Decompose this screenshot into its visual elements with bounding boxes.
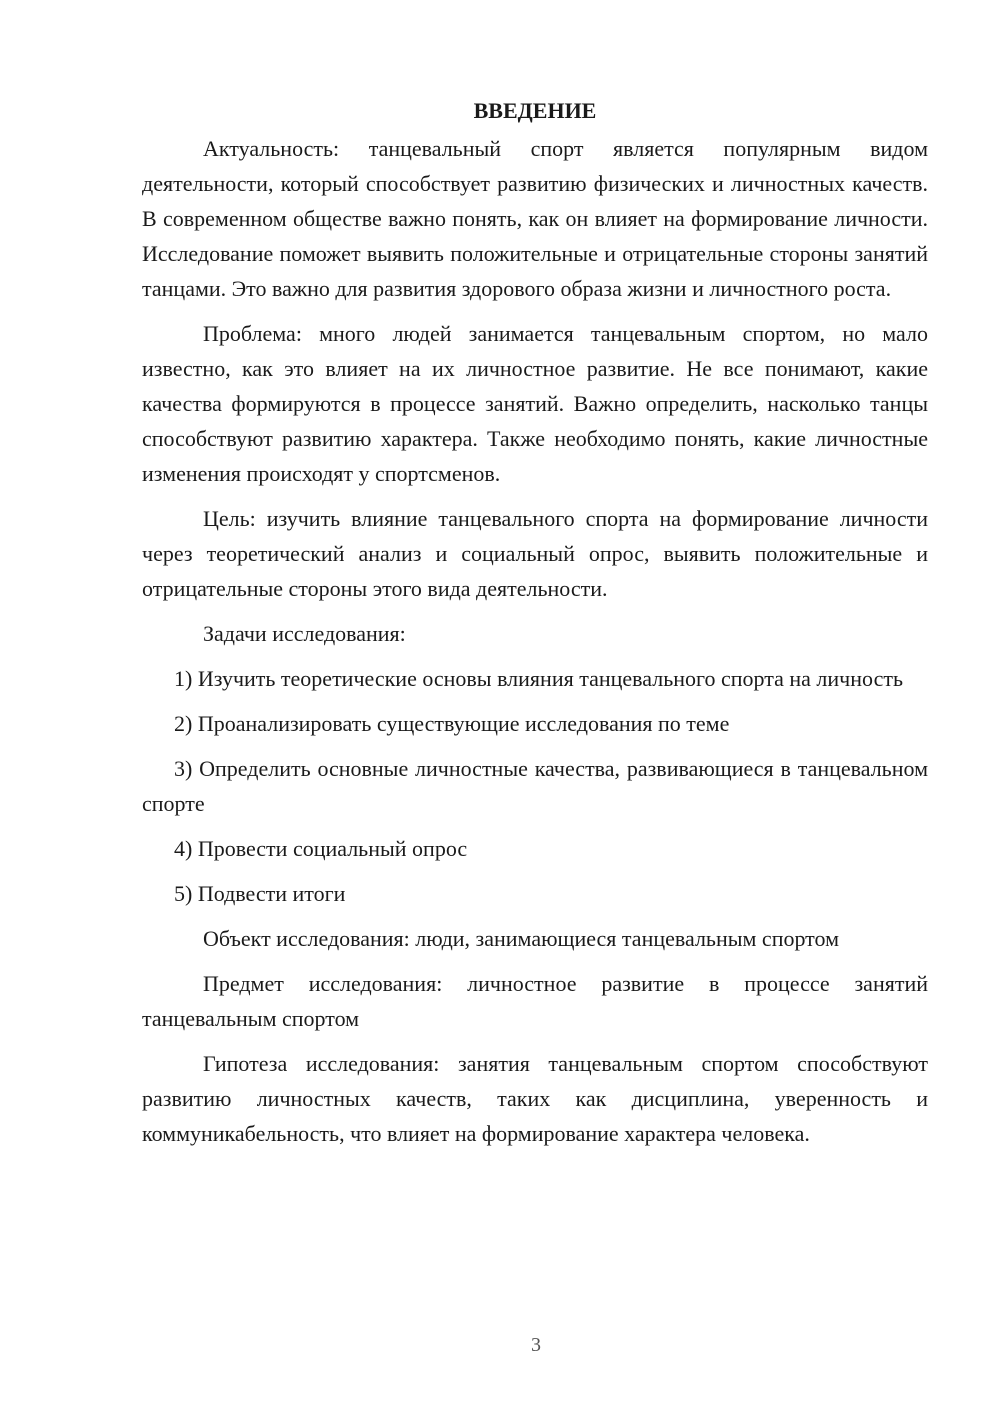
- paragraph-object: Объект исследования: люди, занимающиеся танцевальным спортом: [203, 926, 840, 951]
- paragraph-goal: Цель: изучить влияние танцевального спорта на формирование личности через теоретический анализ и социальный опрос, выявить положительные и отрицательные стороны этого вида деятельности.: [142, 506, 928, 601]
- page-number: 3: [531, 1334, 541, 1356]
- task-item-2: 2) Проанализировать существующие исследования по теме: [174, 711, 730, 736]
- task-item-4: 4) Провести социальный опрос: [174, 836, 468, 861]
- document-page: [142, 96, 928, 1151]
- task-item-1: 1) Изучить теоретические основы влияния танцевального спорта на личность: [174, 666, 903, 691]
- paragraph-hypothesis: Гипотеза исследования: занятия танцевальным спортом способствуют развитию личностных качеств, таких как дисциплина, уверенность и коммуникабельность, что влияет на формирование характера человека.: [142, 1051, 928, 1146]
- task-item-3: 3) Определить основные личностные качества, развивающиеся в танцевальном спорте: [142, 756, 928, 816]
- paragraph-subject: Предмет исследования: личностное развитие в процессе занятий танцевальным спортом: [142, 971, 928, 1031]
- tasks-heading: Задачи исследования:: [203, 621, 406, 646]
- paragraph-relevance: Актуальность: танцевальный спорт является популярным видом деятельности, который способствует развитию физических и личностных качеств. В современном обществе важно понять, как он влияет на формирование личности. Исследование поможет выявить положительные и отрицательные стороны занятий танцами. Это важно для развития здорового образа жизни и личностного роста.: [142, 136, 928, 301]
- page-title: ВВЕДЕНИЕ: [473, 98, 597, 123]
- task-item-5: 5) Подвести итоги: [174, 881, 346, 906]
- paragraph-problem: Проблема: много людей занимается танцевальным спортом, но мало известно, как это влияет на их личностное развитие. Не все понимают, какие качества формируются в процессе занятий. Важно определить, насколько танцы способствуют развитию характера. Также необходимо понять, какие личностные изменения происходят у спортсменов.: [142, 321, 928, 486]
